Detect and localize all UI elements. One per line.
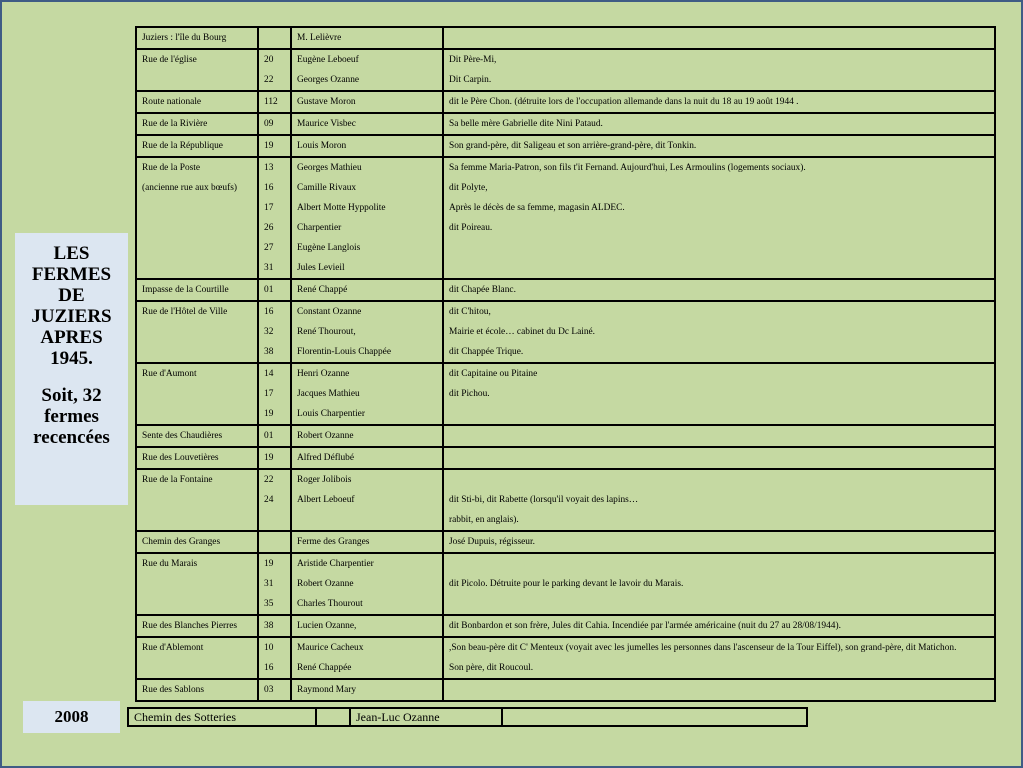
document-title: LES FERMES DE JUZIERS APRES 1945. (31, 243, 112, 369)
number-line: 20 (264, 55, 274, 65)
street-line: Rue de la Rivière (142, 119, 208, 129)
title-box (15, 233, 128, 505)
note-line: dit C'hitou, (449, 307, 491, 317)
note-cell (443, 447, 995, 469)
footer-row (128, 708, 807, 726)
name-line: Albert Motte Hyppolite (297, 203, 386, 213)
table-row (136, 27, 995, 49)
note-cell (443, 135, 995, 157)
street-line: Rue de l'Hôtel de Ville (142, 307, 228, 317)
note-line: dit Chappée Trique. (449, 347, 524, 357)
note-line: Dit Carpin. (449, 75, 492, 85)
note-line: ,Son beau-père dit C' Menteux (voyait avec les jumelles les personnes dans l'ascenseur de la Tour Eiffel), son grand-père, dit Matichon. (449, 643, 957, 653)
number-line: 31 (264, 263, 274, 273)
note-line (449, 554, 989, 574)
name-line: Louis Moron (297, 141, 347, 151)
number-cell (258, 91, 291, 113)
name-cell (291, 301, 443, 363)
number-line: 19 (264, 141, 274, 151)
street-cell (136, 27, 258, 49)
name-cell (291, 363, 443, 425)
table-row (136, 91, 995, 113)
note-line: dit Picolo. Détruite pour le parking devant le lavoir du Marais. (449, 579, 684, 589)
street-cell (136, 447, 258, 469)
name-line: Georges Ozanne (297, 75, 360, 85)
name-line: Alfred Déflubé (297, 453, 355, 463)
number-line: 01 (264, 431, 274, 441)
note-line: dit Capitaine ou Pitaine (449, 369, 538, 379)
number-cell (258, 113, 291, 135)
number-line: 16 (264, 663, 274, 673)
number-cell (258, 49, 291, 91)
name-cell (291, 91, 443, 113)
number-line: 27 (264, 243, 274, 253)
number-cell (258, 135, 291, 157)
number-cell (258, 637, 291, 679)
number-cell (258, 363, 291, 425)
name-line: Louis Charpentier (297, 409, 365, 419)
name-line: René Chappée (297, 663, 352, 673)
note-line: Son grand-père, dit Saligeau et son arrière-grand-père, dit Tonkin. (449, 141, 697, 151)
street-line: Rue des Blanches Pierres (142, 621, 238, 631)
street-cell (136, 469, 258, 531)
street-line: Impasse de la Courtille (142, 285, 229, 295)
number-cell (258, 615, 291, 637)
street-cell (136, 425, 258, 447)
street-line: Rue d'Ablemont (142, 643, 204, 653)
note-line (449, 448, 989, 468)
table-row (136, 135, 995, 157)
note-line (449, 28, 989, 48)
name-line: Raymond Mary (297, 685, 357, 695)
note-line: dit Chapée Blanc. (449, 285, 516, 295)
table-row (136, 113, 995, 135)
number-cell (258, 279, 291, 301)
note-cell (443, 363, 995, 425)
street-line: Rue de la République (142, 141, 223, 151)
number-cell (258, 301, 291, 363)
number-line: 38 (264, 347, 274, 357)
number-line: 22 (264, 75, 274, 85)
name-cell (291, 27, 443, 49)
note-line: José Dupuis, régisseur. (449, 537, 535, 547)
note-cell (443, 27, 995, 49)
name-line: Henri Ozanne (297, 369, 350, 379)
table-row (136, 553, 995, 615)
name-cell (291, 679, 443, 701)
name-line: Maurice Visbec (297, 119, 356, 129)
note-cell (443, 113, 995, 135)
name-cell (291, 447, 443, 469)
note-line: rabbit, en anglais). (449, 515, 519, 525)
document-subtitle: Soit, 32 fermes recencées (33, 385, 110, 448)
street-line: Route nationale (142, 97, 202, 107)
table-row (136, 531, 995, 553)
name-cell (291, 49, 443, 91)
note-line: dit Polyte, (449, 183, 488, 193)
number-cell (258, 531, 291, 553)
number-cell (258, 27, 291, 49)
street-line: Chemin des Granges (142, 537, 221, 547)
number-line: 16 (264, 307, 274, 317)
number-line: 31 (264, 579, 274, 589)
number-line: 32 (264, 327, 274, 337)
street-cell (136, 49, 258, 91)
number-line (264, 532, 285, 552)
table-row (136, 363, 995, 425)
farms-table-body (136, 27, 995, 701)
footer-street: Chemin des Sotteries (128, 708, 316, 726)
name-line: Albert Leboeuf (297, 495, 355, 505)
farms-table (135, 26, 996, 702)
note-cell (443, 553, 995, 615)
street-line: Rue du Marais (142, 559, 198, 569)
footer-name: Jean-Luc Ozanne (350, 708, 502, 726)
name-line: Charles Thourout (297, 599, 363, 609)
table-row (136, 469, 995, 531)
year-box: 2008 (23, 701, 120, 733)
number-line (264, 28, 285, 48)
number-line: 17 (264, 389, 274, 399)
name-line: Constant Ozanne (297, 307, 362, 317)
name-line: Maurice Cacheux (297, 643, 364, 653)
street-line: Rue des Louvetières (142, 453, 219, 463)
name-cell (291, 553, 443, 615)
number-line: 19 (264, 409, 274, 419)
name-cell (291, 425, 443, 447)
name-line: Ferme des Granges (297, 537, 370, 547)
note-line: dit le Père Chon. (détruite lors de l'occupation allemande dans la nuit du 18 au 19 août 1944 . (449, 97, 799, 107)
name-cell (291, 157, 443, 279)
number-line: 19 (264, 453, 274, 463)
name-line: René Chappé (297, 285, 348, 295)
street-cell (136, 363, 258, 425)
street-cell (136, 531, 258, 553)
street-line: Sente des Chaudières (142, 431, 223, 441)
table-row (136, 279, 995, 301)
number-line: 10 (264, 643, 274, 653)
note-line: Son père, dit Roucoul. (449, 663, 534, 673)
street-cell (136, 157, 258, 279)
street-cell (136, 279, 258, 301)
note-cell (443, 157, 995, 279)
street-cell (136, 301, 258, 363)
number-line: 16 (264, 183, 274, 193)
name-line: Eugène Leboeuf (297, 55, 359, 65)
street-line: Rue de la Fontaine (142, 475, 213, 485)
table-row (136, 425, 995, 447)
name-line: M. Lelièvre (297, 33, 342, 43)
note-line: dit Poireau. (449, 223, 493, 233)
number-line: 01 (264, 285, 274, 295)
street-cell (136, 135, 258, 157)
name-cell (291, 531, 443, 553)
number-line: 22 (264, 475, 274, 485)
note-cell (443, 679, 995, 701)
street-line: Juziers : l'île du Bourg (142, 33, 227, 43)
name-line: René Thourout, (297, 327, 356, 337)
name-cell (291, 135, 443, 157)
note-line: dit Sti-bi, dit Rabette (lorsqu'il voyait des lapins… (449, 495, 639, 505)
number-cell (258, 425, 291, 447)
name-cell (291, 615, 443, 637)
street-cell (136, 553, 258, 615)
note-line: Sa femme Maria-Patron, son fils t'it Fernand. Aujourd'hui, Les Armoulins (logements sociaux). (449, 163, 806, 173)
number-cell (258, 157, 291, 279)
table-row (136, 447, 995, 469)
table-row (136, 301, 995, 363)
footer-number (316, 708, 350, 726)
name-line: Jacques Mathieu (297, 389, 360, 399)
name-line: Gustave Moron (297, 97, 356, 107)
street-line: Rue de l'église (142, 55, 197, 65)
number-line: 112 (264, 97, 278, 107)
note-cell (443, 49, 995, 91)
number-line: 14 (264, 369, 274, 379)
note-cell (443, 615, 995, 637)
name-line: Charpentier (297, 223, 342, 233)
street-line: Rue d'Aumont (142, 369, 197, 379)
note-cell (443, 425, 995, 447)
street-line: Rue de la Poste (142, 163, 201, 173)
name-line: Robert Ozanne (297, 431, 354, 441)
note-line: dit Bonbardon et son frère, Jules dit Cahia. Incendiée par l'armée américaine (nuit du 27 au 28/08/1944). (449, 621, 841, 631)
note-cell (443, 91, 995, 113)
name-cell (291, 279, 443, 301)
street-line: (ancienne rue aux bœufs) (142, 183, 238, 193)
name-line: Lucien Ozanne, (297, 621, 357, 631)
note-line (449, 680, 989, 700)
name-line: Robert Ozanne (297, 579, 354, 589)
number-cell (258, 469, 291, 531)
table-row (136, 49, 995, 91)
name-line: Georges Mathieu (297, 163, 362, 173)
table-row (136, 157, 995, 279)
number-line: 35 (264, 599, 274, 609)
number-line: 19 (264, 559, 274, 569)
note-cell (443, 301, 995, 363)
name-line: Florentin-Louis Chappée (297, 347, 391, 357)
footer-note (502, 708, 807, 726)
note-cell (443, 531, 995, 553)
number-cell (258, 553, 291, 615)
street-cell (136, 91, 258, 113)
note-line: Sa belle mère Gabrielle dite Nini Pataud. (449, 119, 603, 129)
note-cell (443, 279, 995, 301)
street-cell (136, 615, 258, 637)
name-line: Eugène Langlois (297, 243, 361, 253)
name-line: Roger Jolibois (297, 475, 352, 485)
note-line (449, 426, 989, 446)
number-line: 26 (264, 223, 274, 233)
table-row (136, 637, 995, 679)
street-cell (136, 113, 258, 135)
note-line: dit Pichou. (449, 389, 490, 399)
number-line: 24 (264, 495, 274, 505)
street-line: Rue des Sablons (142, 685, 204, 695)
table-row (136, 615, 995, 637)
note-line: Dit Père-Mi, (449, 55, 497, 65)
name-line: Camille Rivaux (297, 183, 357, 193)
table-row (136, 679, 995, 701)
number-cell (258, 679, 291, 701)
name-cell (291, 113, 443, 135)
number-cell (258, 447, 291, 469)
note-line: Après le décès de sa femme, magasin ALDEC. (449, 203, 625, 213)
note-cell (443, 469, 995, 531)
name-line: Aristide Charpentier (297, 559, 374, 569)
note-line: Mairie et école… cabinet du Dc Lainé. (449, 327, 596, 337)
number-line: 09 (264, 119, 274, 129)
note-line (449, 470, 989, 490)
name-line: Jules Levieil (297, 263, 345, 273)
footer-table (127, 707, 808, 727)
number-line: 03 (264, 685, 274, 695)
number-line: 17 (264, 203, 274, 213)
number-line: 38 (264, 621, 274, 631)
name-cell (291, 637, 443, 679)
note-cell (443, 637, 995, 679)
name-cell (291, 469, 443, 531)
number-line: 13 (264, 163, 274, 173)
street-cell (136, 637, 258, 679)
street-cell (136, 679, 258, 701)
